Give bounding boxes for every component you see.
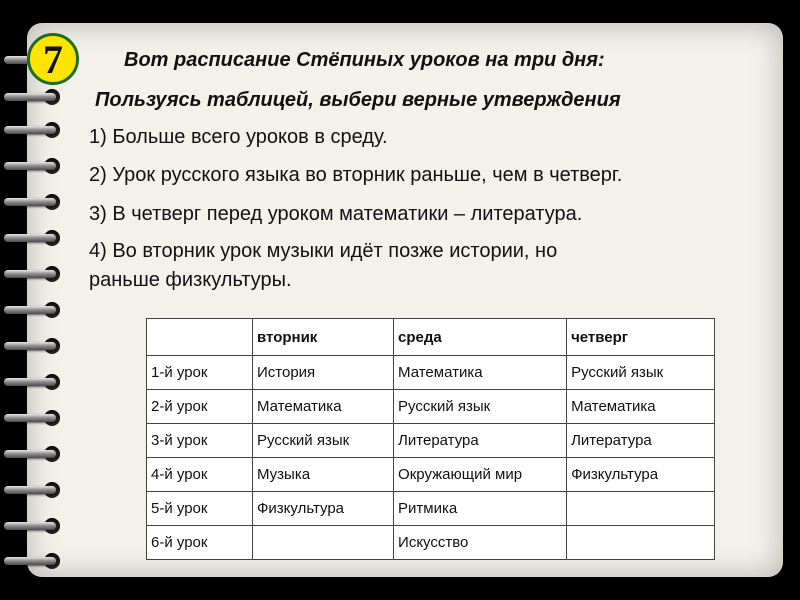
ring-wire — [4, 557, 56, 565]
task-subtitle: Пользуясь таблицей, выбери верные утверждения — [95, 89, 621, 111]
spiral-ring-icon — [0, 514, 70, 538]
table-row — [147, 492, 715, 526]
header-thursday: четверг — [567, 319, 715, 356]
spiral-ring-icon — [0, 549, 70, 573]
header-empty-cell — [147, 319, 253, 356]
ring-wire — [4, 198, 56, 206]
header-wednesday: среда — [394, 319, 567, 356]
table-cell: Математика — [394, 356, 567, 390]
spiral-ring-icon — [0, 298, 70, 322]
ring-wire — [4, 93, 56, 101]
table-cell: Математика — [567, 390, 715, 424]
header-tuesday: вторник — [253, 319, 394, 356]
table-cell: Литература — [567, 424, 715, 458]
ring-wire — [4, 378, 56, 386]
table-cell: Русский язык — [394, 390, 567, 424]
statement-3: 3) В четверг перед уроком математики – литература. — [89, 203, 583, 225]
table-cell: Математика — [253, 390, 394, 424]
table-cell: История — [253, 356, 394, 390]
lesson-number-cell: 6-й урок — [147, 526, 253, 560]
spiral-ring-icon — [0, 406, 70, 430]
table-cell: Искусство — [394, 526, 567, 560]
ring-wire — [4, 522, 56, 530]
table-cell: Ритмика — [394, 492, 567, 526]
table-cell: Русский язык — [567, 356, 715, 390]
task-title: Вот расписание Стёпиных уроков на три дня: — [124, 49, 605, 71]
table-cell — [567, 526, 715, 560]
ring-wire — [4, 306, 56, 314]
table-cell — [567, 492, 715, 526]
lesson-number-cell: 2-й урок — [147, 390, 253, 424]
table-header-row — [147, 319, 715, 356]
table-cell: Русский язык — [253, 424, 394, 458]
task-number-badge: 7 — [27, 33, 79, 85]
table-cell: Окружающий мир — [394, 458, 567, 492]
spiral-ring-icon — [0, 442, 70, 466]
lesson-number-cell: 3-й урок — [147, 424, 253, 458]
spiral-ring-icon — [0, 190, 70, 214]
table-cell: Физкультура — [567, 458, 715, 492]
ring-wire — [4, 486, 56, 494]
spiral-ring-icon — [0, 118, 70, 142]
statement-1: 1) Больше всего уроков в среду. — [89, 126, 388, 148]
statement-4: 4) Во вторник урок музыки идёт позже истории, но — [89, 240, 558, 262]
ring-wire — [4, 126, 56, 134]
lesson-number-cell: 1-й урок — [147, 356, 253, 390]
table-cell — [253, 526, 394, 560]
table-cell: Музыка — [253, 458, 394, 492]
table-row — [147, 356, 715, 390]
ring-wire — [4, 450, 56, 458]
statement-4-continued: раньше физкультуры. — [89, 269, 292, 291]
table-row — [147, 424, 715, 458]
table-row — [147, 526, 715, 560]
table-cell: Литература — [394, 424, 567, 458]
statement-2: 2) Урок русского языка во вторник раньше, чем в четверг. — [89, 164, 623, 186]
schedule-table — [146, 318, 715, 560]
table-row — [147, 390, 715, 424]
spiral-ring-icon — [0, 334, 70, 358]
spiral-ring-icon — [0, 262, 70, 286]
ring-wire — [4, 342, 56, 350]
ring-wire — [4, 270, 56, 278]
spiral-ring-icon — [0, 85, 70, 109]
spiral-ring-icon — [0, 226, 70, 250]
ring-wire — [4, 162, 56, 170]
spiral-ring-icon — [0, 154, 70, 178]
ring-wire — [4, 414, 56, 422]
lesson-number-cell: 4-й урок — [147, 458, 253, 492]
spiral-ring-icon — [0, 370, 70, 394]
table-cell: Физкультура — [253, 492, 394, 526]
spiral-ring-icon — [0, 478, 70, 502]
lesson-number-cell: 5-й урок — [147, 492, 253, 526]
table-row — [147, 458, 715, 492]
ring-wire — [4, 234, 56, 242]
